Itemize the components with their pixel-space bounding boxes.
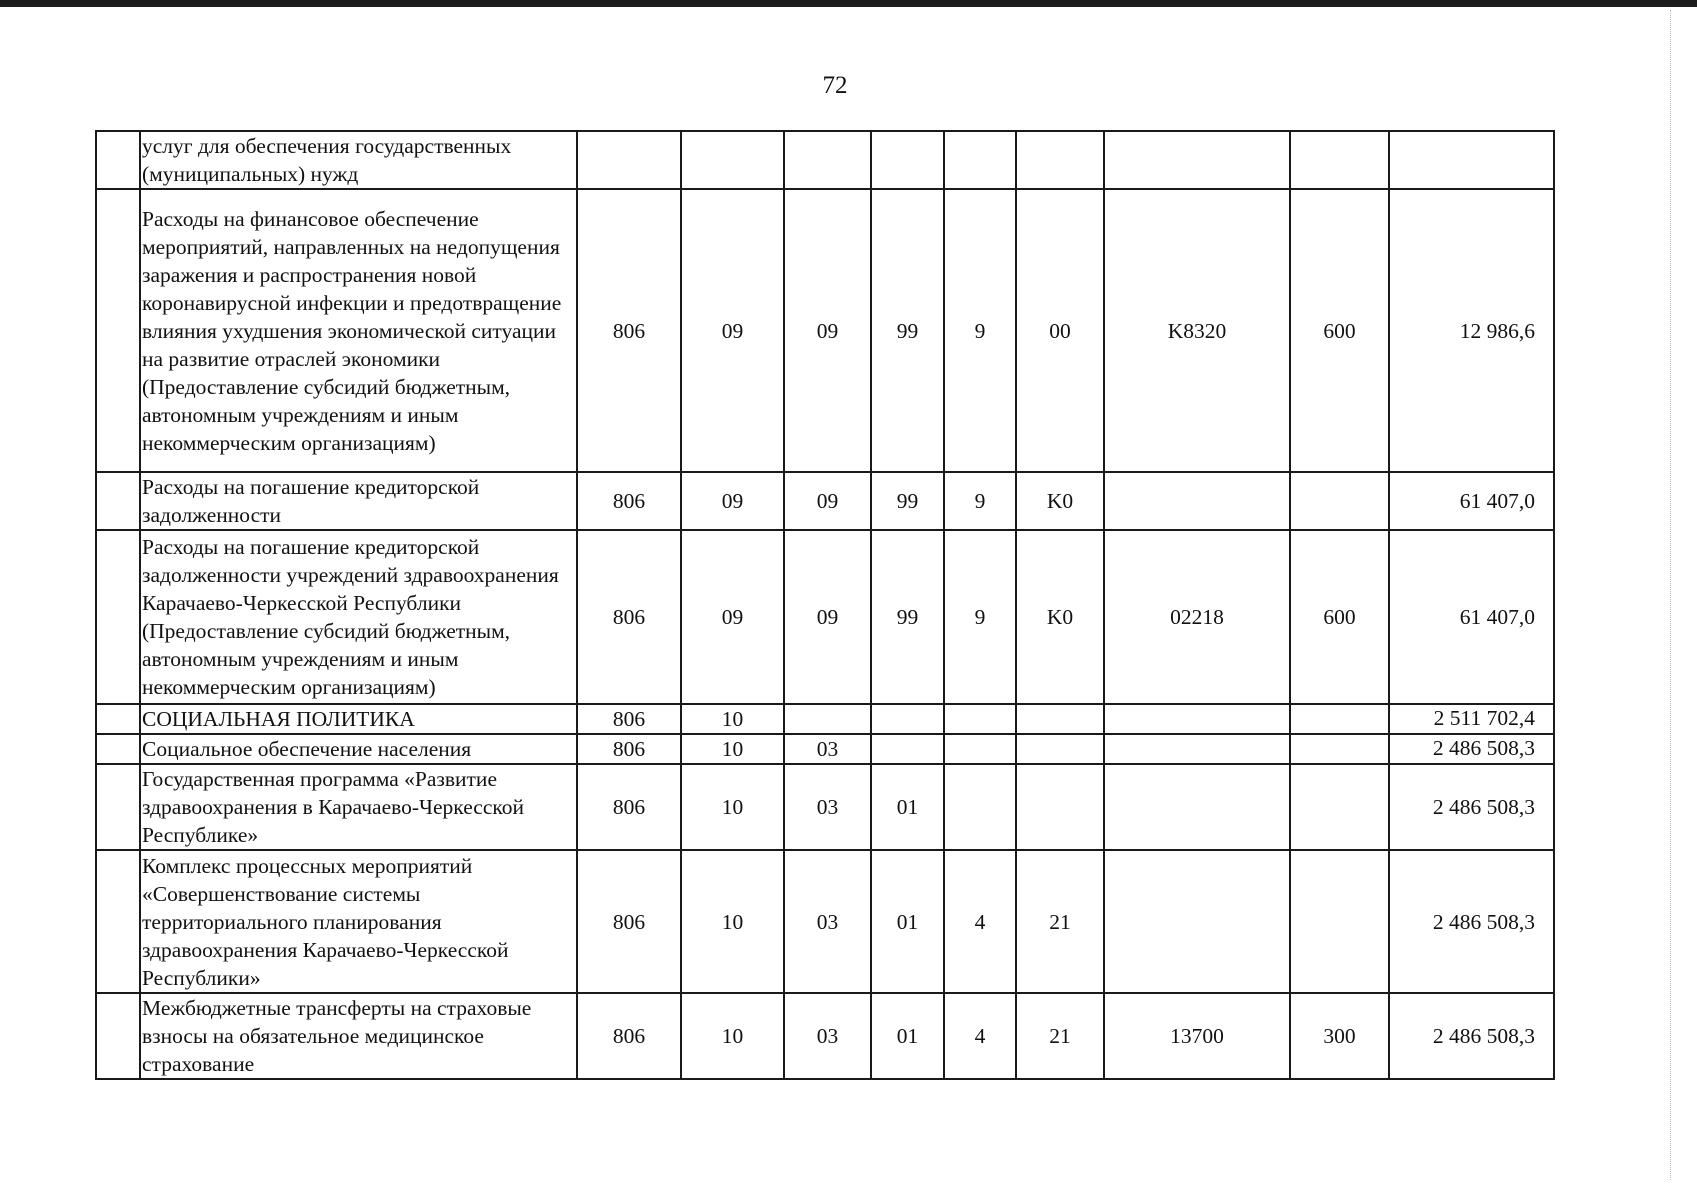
ministry-code-cell: 806 <box>577 189 681 472</box>
table-row <box>96 764 1554 850</box>
table-row <box>96 131 1554 189</box>
item-name-cell: Расходы на погашение кредиторской задолженности учреждений здравоохранения Карачаево-Черкесской Республики (Предоставление субсидий бюджетным, автономным учреждениям и иным некоммерческим организациям) <box>140 530 577 704</box>
ministry-code-cell: 806 <box>577 704 681 734</box>
row-number-cell <box>96 850 140 993</box>
item-name-cell: СОЦИАЛЬНАЯ ПОЛИТИКА <box>140 704 577 734</box>
subsection-code-cell: 03 <box>784 850 871 993</box>
section-code-cell: 10 <box>681 850 784 993</box>
amount-cell: 61 407,0 <box>1389 472 1554 530</box>
row-number-cell <box>96 472 140 530</box>
section-code-cell: 10 <box>681 993 784 1079</box>
expense-type-cell <box>1290 764 1389 850</box>
row-number-cell <box>96 530 140 704</box>
expense-direction-cell <box>1104 734 1290 764</box>
event-code-cell <box>1016 131 1104 189</box>
ministry-code-cell: 806 <box>577 764 681 850</box>
expense-type-cell: 600 <box>1290 189 1389 472</box>
program-type-cell <box>944 131 1016 189</box>
program-code-cell: 99 <box>871 189 944 472</box>
amount-cell: 61 407,0 <box>1389 530 1554 704</box>
item-name-cell: Государственная программа «Развитие здравоохранения в Карачаево-Черкесской Республике» <box>140 764 577 850</box>
subsection-code-cell: 09 <box>784 530 871 704</box>
expense-type-cell: 300 <box>1290 993 1389 1079</box>
ministry-code-cell <box>577 131 681 189</box>
program-type-cell: 9 <box>944 472 1016 530</box>
subsection-code-cell: 09 <box>784 472 871 530</box>
scan-top-edge <box>0 0 1697 7</box>
row-number-cell <box>96 764 140 850</box>
program-code-cell <box>871 704 944 734</box>
section-code-cell: 09 <box>681 530 784 704</box>
scan-right-edge-rule <box>1670 10 1672 1180</box>
program-type-cell: 9 <box>944 530 1016 704</box>
expense-direction-cell <box>1104 472 1290 530</box>
section-code-cell: 09 <box>681 189 784 472</box>
program-type-cell <box>944 764 1016 850</box>
item-name-cell: Межбюджетные трансферты на страховые взносы на обязательное медицинское страхование <box>140 993 577 1079</box>
table-row <box>96 704 1554 734</box>
event-code-cell: 21 <box>1016 993 1104 1079</box>
amount-cell: 2 486 508,3 <box>1389 734 1554 764</box>
event-code-cell: K0 <box>1016 530 1104 704</box>
amount-cell: 12 986,6 <box>1389 189 1554 472</box>
event-code-cell: 21 <box>1016 850 1104 993</box>
subsection-code-cell: 03 <box>784 993 871 1079</box>
subsection-code-cell: 03 <box>784 734 871 764</box>
expense-direction-cell: 13700 <box>1104 993 1290 1079</box>
expense-type-cell <box>1290 131 1389 189</box>
page-number: 72 <box>822 72 848 99</box>
expense-direction-cell: K8320 <box>1104 189 1290 472</box>
event-code-cell <box>1016 764 1104 850</box>
table-row <box>96 993 1554 1079</box>
amount-cell: 2 511 702,4 <box>1389 704 1554 734</box>
program-type-cell: 4 <box>944 993 1016 1079</box>
ministry-code-cell: 806 <box>577 734 681 764</box>
subsection-code-cell: 03 <box>784 764 871 850</box>
program-type-cell <box>944 734 1016 764</box>
event-code-cell <box>1016 704 1104 734</box>
table-row <box>96 734 1554 764</box>
program-type-cell <box>944 704 1016 734</box>
section-code-cell: 09 <box>681 472 784 530</box>
item-name-cell: услуг для обеспечения государственных (муниципальных) нужд <box>140 131 577 189</box>
ministry-code-cell: 806 <box>577 472 681 530</box>
item-name-cell: Расходы на погашение кредиторской задолженности <box>140 472 577 530</box>
subsection-code-cell <box>784 704 871 734</box>
program-code-cell: 99 <box>871 530 944 704</box>
section-code-cell: 10 <box>681 764 784 850</box>
amount-cell: 2 486 508,3 <box>1389 764 1554 850</box>
item-name-cell: Комплекс процессных мероприятий «Совершенствование системы территориального планирования здравоохранения Карачаево-Черкесской Республики» <box>140 850 577 993</box>
program-code-cell: 01 <box>871 850 944 993</box>
expense-type-cell <box>1290 472 1389 530</box>
ministry-code-cell: 806 <box>577 850 681 993</box>
row-number-cell <box>96 993 140 1079</box>
ministry-code-cell: 806 <box>577 530 681 704</box>
section-code-cell <box>681 131 784 189</box>
item-name-cell: Расходы на финансовое обеспечение мероприятий, направленных на недопущения заражения и распространения новой коронавирусной инфекции и предотвращение влияния ухудшения экономической ситуации на развитие отраслей экономики (Предоставление субсидий бюджетным, автономным учреждениям и иным некоммерческим организациям) <box>140 189 577 472</box>
expense-type-cell <box>1290 734 1389 764</box>
expense-type-cell <box>1290 704 1389 734</box>
expense-direction-cell: 02218 <box>1104 530 1290 704</box>
event-code-cell: 00 <box>1016 189 1104 472</box>
row-number-cell <box>96 704 140 734</box>
section-code-cell: 10 <box>681 734 784 764</box>
program-type-cell: 9 <box>944 189 1016 472</box>
program-code-cell: 99 <box>871 472 944 530</box>
expense-direction-cell <box>1104 131 1290 189</box>
amount-cell: 2 486 508,3 <box>1389 850 1554 993</box>
row-number-cell <box>96 734 140 764</box>
program-type-cell: 4 <box>944 850 1016 993</box>
expense-direction-cell <box>1104 764 1290 850</box>
expense-direction-cell <box>1104 704 1290 734</box>
expense-type-cell: 600 <box>1290 530 1389 704</box>
event-code-cell <box>1016 734 1104 764</box>
subsection-code-cell <box>784 131 871 189</box>
amount-cell <box>1389 131 1554 189</box>
table-row <box>96 472 1554 530</box>
amount-cell: 2 486 508,3 <box>1389 993 1554 1079</box>
program-code-cell: 01 <box>871 764 944 850</box>
program-code-cell <box>871 734 944 764</box>
section-code-cell: 10 <box>681 704 784 734</box>
table-row <box>96 850 1554 993</box>
program-code-cell: 01 <box>871 993 944 1079</box>
budget-table-body <box>96 131 1554 1079</box>
expense-type-cell <box>1290 850 1389 993</box>
budget-table <box>95 130 1555 1080</box>
table-row <box>96 189 1554 472</box>
subsection-code-cell: 09 <box>784 189 871 472</box>
row-number-cell <box>96 189 140 472</box>
item-name-cell: Социальное обеспечение населения <box>140 734 577 764</box>
table-row <box>96 530 1554 704</box>
row-number-cell <box>96 131 140 189</box>
ministry-code-cell: 806 <box>577 993 681 1079</box>
program-code-cell <box>871 131 944 189</box>
expense-direction-cell <box>1104 850 1290 993</box>
event-code-cell: K0 <box>1016 472 1104 530</box>
